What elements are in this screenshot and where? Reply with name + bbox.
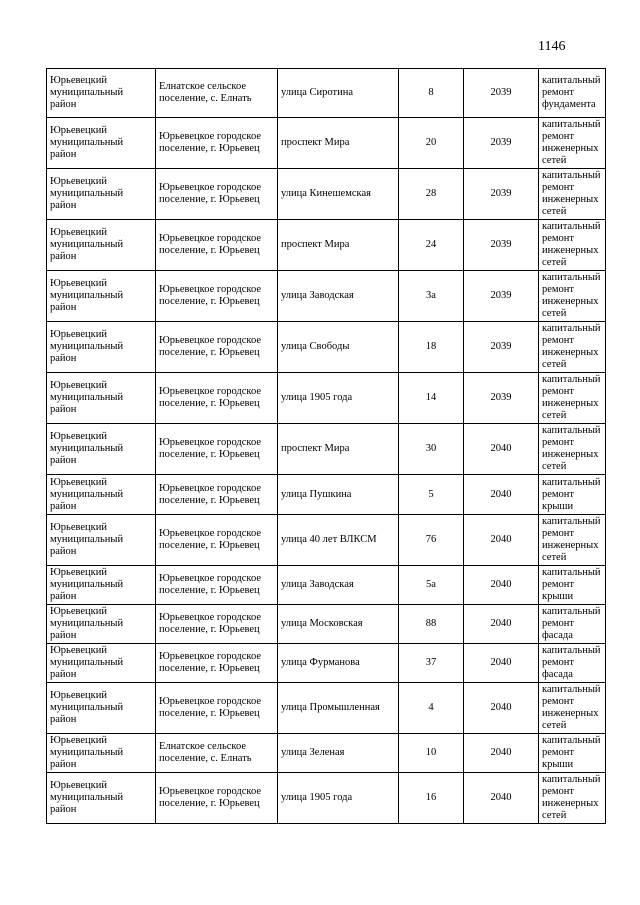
district-cell: Юрьевецкий муниципальный район: [47, 734, 156, 773]
house-number-cell: 4: [399, 683, 464, 734]
year-cell: 2040: [464, 773, 539, 824]
house-number-cell: 20: [399, 118, 464, 169]
district-cell: Юрьевецкий муниципальный район: [47, 118, 156, 169]
house-number-cell: 30: [399, 424, 464, 475]
year-cell: 2040: [464, 683, 539, 734]
street-cell: улица Фурманова: [278, 644, 399, 683]
street-cell: проспект Мира: [278, 220, 399, 271]
district-cell: Юрьевецкий муниципальный район: [47, 322, 156, 373]
year-cell: 2040: [464, 566, 539, 605]
table-row: [47, 373, 606, 424]
year-cell: 2039: [464, 69, 539, 118]
settlement-cell: Юрьевецкое городское поселение, г. Юрьевец: [156, 373, 278, 424]
work-type-cell: капитальный ремонт фасада: [539, 605, 606, 644]
settlement-cell: Елнатское сельское поселение, с. Елнать: [156, 69, 278, 118]
street-cell: улица Заводская: [278, 271, 399, 322]
street-cell: улица Кинешемская: [278, 169, 399, 220]
street-cell: проспект Мира: [278, 424, 399, 475]
district-cell: Юрьевецкий муниципальный район: [47, 644, 156, 683]
table-row: [47, 683, 606, 734]
table-row: [47, 118, 606, 169]
house-number-cell: 5а: [399, 566, 464, 605]
district-cell: Юрьевецкий муниципальный район: [47, 271, 156, 322]
house-number-cell: 18: [399, 322, 464, 373]
settlement-cell: Юрьевецкое городское поселение, г. Юрьевец: [156, 169, 278, 220]
year-cell: 2039: [464, 373, 539, 424]
street-cell: улица 40 лет ВЛКСМ: [278, 515, 399, 566]
house-number-cell: 37: [399, 644, 464, 683]
district-cell: Юрьевецкий муниципальный район: [47, 373, 156, 424]
settlement-cell: Юрьевецкое городское поселение, г. Юрьевец: [156, 271, 278, 322]
settlement-cell: Юрьевецкое городское поселение, г. Юрьевец: [156, 515, 278, 566]
settlement-cell: Елнатское сельское поселение, с. Елнать: [156, 734, 278, 773]
street-cell: улица Сиротина: [278, 69, 399, 118]
district-cell: Юрьевецкий муниципальный район: [47, 475, 156, 515]
settlement-cell: Юрьевецкое городское поселение, г. Юрьевец: [156, 644, 278, 683]
street-cell: улица Пушкина: [278, 475, 399, 515]
house-number-cell: 28: [399, 169, 464, 220]
table-row: [47, 515, 606, 566]
repair-schedule-table: [46, 68, 606, 824]
table-row: [47, 644, 606, 683]
work-type-cell: капитальный ремонт инженерных сетей: [539, 271, 606, 322]
street-cell: улица Заводская: [278, 566, 399, 605]
district-cell: Юрьевецкий муниципальный район: [47, 515, 156, 566]
settlement-cell: Юрьевецкое городское поселение, г. Юрьевец: [156, 220, 278, 271]
table-row: [47, 220, 606, 271]
year-cell: 2039: [464, 271, 539, 322]
year-cell: 2039: [464, 169, 539, 220]
house-number-cell: 5: [399, 475, 464, 515]
year-cell: 2039: [464, 118, 539, 169]
district-cell: Юрьевецкий муниципальный район: [47, 220, 156, 271]
house-number-cell: 8: [399, 69, 464, 118]
settlement-cell: Юрьевецкое городское поселение, г. Юрьевец: [156, 566, 278, 605]
year-cell: 2040: [464, 475, 539, 515]
settlement-cell: Юрьевецкое городское поселение, г. Юрьевец: [156, 683, 278, 734]
work-type-cell: капитальный ремонт инженерных сетей: [539, 322, 606, 373]
work-type-cell: капитальный ремонт фундамента: [539, 69, 606, 118]
work-type-cell: капитальный ремонт инженерных сетей: [539, 424, 606, 475]
house-number-cell: 88: [399, 605, 464, 644]
district-cell: Юрьевецкий муниципальный район: [47, 169, 156, 220]
house-number-cell: 76: [399, 515, 464, 566]
street-cell: улица 1905 года: [278, 373, 399, 424]
table-row: [47, 169, 606, 220]
table-row: [47, 773, 606, 824]
table-row: [47, 424, 606, 475]
table-row: [47, 605, 606, 644]
year-cell: 2040: [464, 424, 539, 475]
table-row: [47, 271, 606, 322]
settlement-cell: Юрьевецкое городское поселение, г. Юрьевец: [156, 118, 278, 169]
year-cell: 2039: [464, 220, 539, 271]
year-cell: 2039: [464, 322, 539, 373]
table-row: [47, 322, 606, 373]
work-type-cell: капитальный ремонт крыши: [539, 566, 606, 605]
table-row: [47, 566, 606, 605]
district-cell: Юрьевецкий муниципальный район: [47, 566, 156, 605]
house-number-cell: 3а: [399, 271, 464, 322]
house-number-cell: 16: [399, 773, 464, 824]
settlement-cell: Юрьевецкое городское поселение, г. Юрьевец: [156, 322, 278, 373]
street-cell: проспект Мира: [278, 118, 399, 169]
district-cell: Юрьевецкий муниципальный район: [47, 773, 156, 824]
street-cell: улица Промышленная: [278, 683, 399, 734]
street-cell: улица 1905 года: [278, 773, 399, 824]
work-type-cell: капитальный ремонт инженерных сетей: [539, 515, 606, 566]
year-cell: 2040: [464, 734, 539, 773]
table-row: [47, 69, 606, 118]
work-type-cell: капитальный ремонт крыши: [539, 475, 606, 515]
settlement-cell: Юрьевецкое городское поселение, г. Юрьевец: [156, 605, 278, 644]
work-type-cell: капитальный ремонт инженерных сетей: [539, 773, 606, 824]
settlement-cell: Юрьевецкое городское поселение, г. Юрьевец: [156, 773, 278, 824]
work-type-cell: капитальный ремонт инженерных сетей: [539, 220, 606, 271]
year-cell: 2040: [464, 605, 539, 644]
street-cell: улица Московская: [278, 605, 399, 644]
work-type-cell: капитальный ремонт крыши: [539, 734, 606, 773]
house-number-cell: 14: [399, 373, 464, 424]
street-cell: улица Зеленая: [278, 734, 399, 773]
district-cell: Юрьевецкий муниципальный район: [47, 424, 156, 475]
street-cell: улица Свободы: [278, 322, 399, 373]
work-type-cell: капитальный ремонт инженерных сетей: [539, 169, 606, 220]
work-type-cell: капитальный ремонт инженерных сетей: [539, 118, 606, 169]
settlement-cell: Юрьевецкое городское поселение, г. Юрьевец: [156, 424, 278, 475]
house-number-cell: 10: [399, 734, 464, 773]
work-type-cell: капитальный ремонт фасада: [539, 644, 606, 683]
work-type-cell: капитальный ремонт инженерных сетей: [539, 683, 606, 734]
district-cell: Юрьевецкий муниципальный район: [47, 69, 156, 118]
settlement-cell: Юрьевецкое городское поселение, г. Юрьевец: [156, 475, 278, 515]
district-cell: Юрьевецкий муниципальный район: [47, 683, 156, 734]
district-cell: Юрьевецкий муниципальный район: [47, 605, 156, 644]
house-number-cell: 24: [399, 220, 464, 271]
table-row: [47, 734, 606, 773]
page-number: 1146: [538, 39, 566, 54]
table-row: [47, 475, 606, 515]
year-cell: 2040: [464, 644, 539, 683]
work-type-cell: капитальный ремонт инженерных сетей: [539, 373, 606, 424]
year-cell: 2040: [464, 515, 539, 566]
